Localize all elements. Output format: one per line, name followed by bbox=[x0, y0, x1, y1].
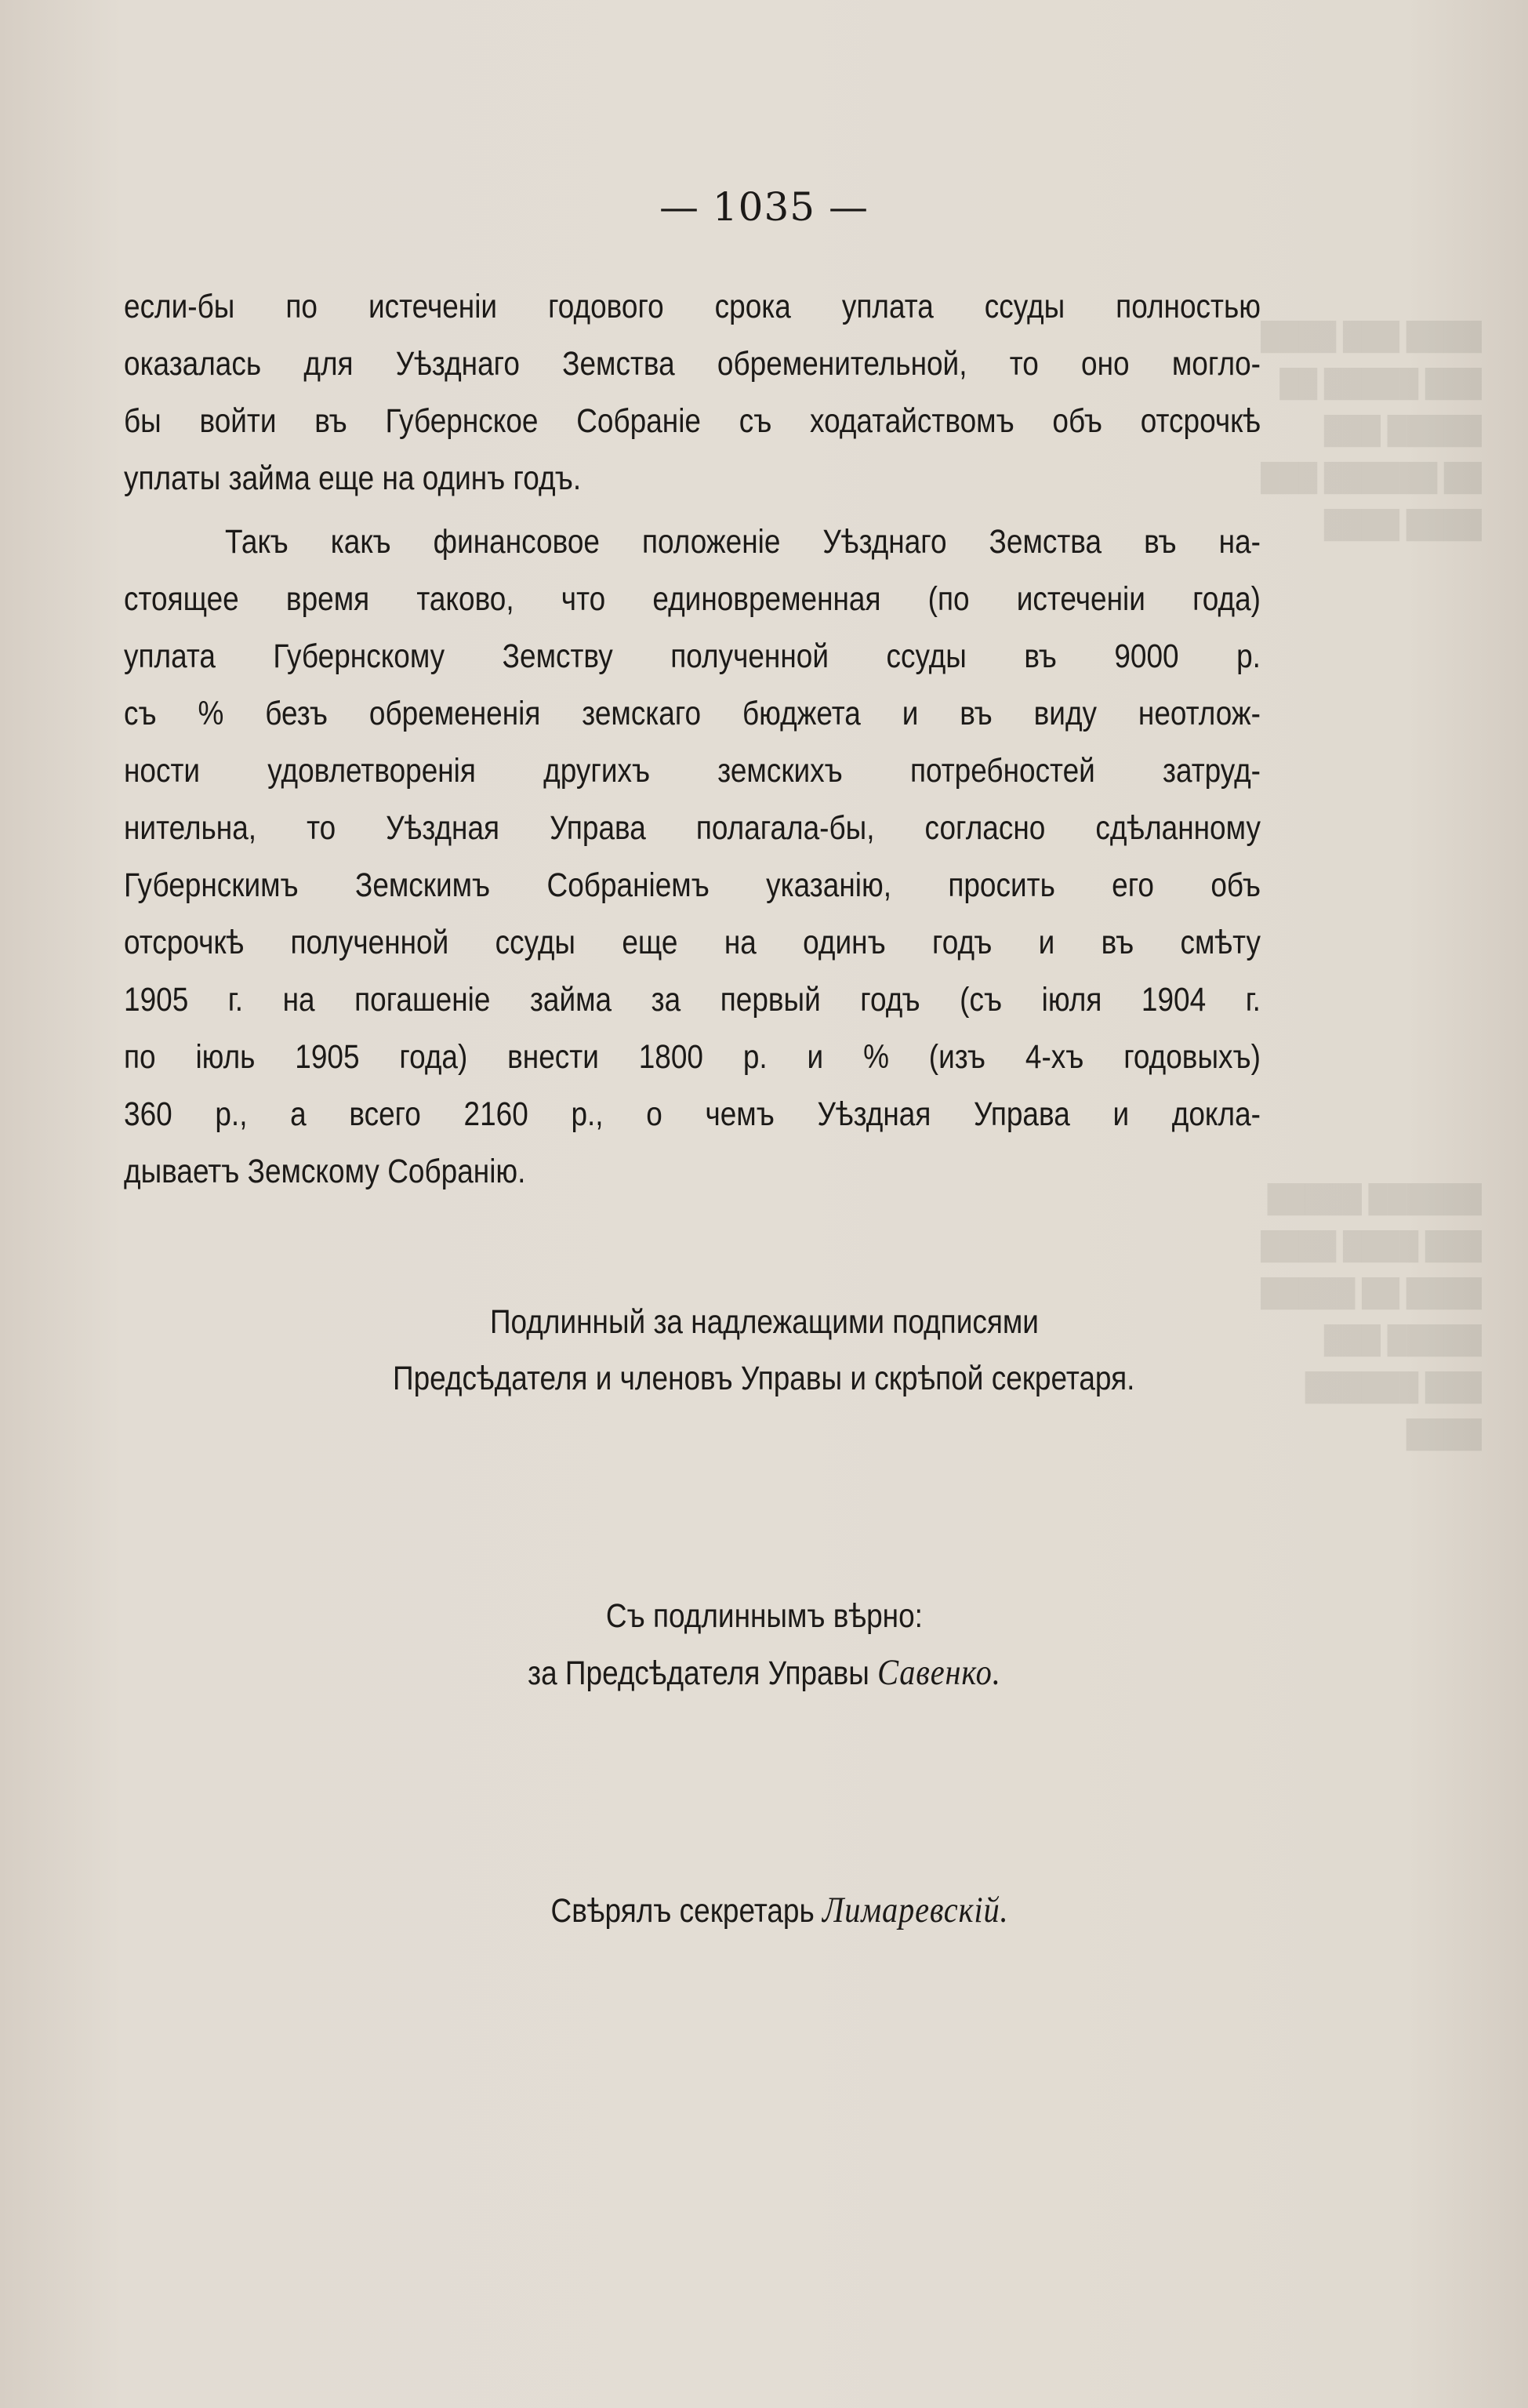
text-line: уплата Губернскому Земству полученной ссуды въ 9000 р. bbox=[124, 637, 1261, 675]
show-through-heading: ██████ █████ ███ ████ ████ ████ ██ █████ █████ ███ ███ ██████ ████ bbox=[1261, 1185, 1482, 1449]
secretary-signature-name: Лимаревскій. bbox=[822, 1890, 1009, 1930]
verification-line bbox=[551, 1882, 1009, 1939]
page-number: — 1035 — bbox=[659, 184, 869, 230]
chairman-signature-name: Савенко. bbox=[877, 1652, 1001, 1693]
text-line: нительна, то Уѣздная Управа полагала-бы, согласно сдѣланному bbox=[124, 809, 1261, 847]
report-paragraph-1 bbox=[124, 278, 1261, 507]
show-through-text: ████ ███ ████ ███ █████ ██ █████ ███ ██ ██████ ███ ████ ████ bbox=[1261, 322, 1482, 539]
text-line: 1905 г. на погашеніе займа за первый годъ (съ іюля 1904 г. bbox=[124, 981, 1261, 1019]
text-line: съ % безъ обремененія земскаго бюджета и въ виду неотлож- bbox=[124, 695, 1261, 732]
text-line: бы войти въ Губернское Собраніе съ ходатайствомъ объ отсрочкѣ bbox=[124, 402, 1261, 440]
verification-prefix: Свѣрялъ секретарь bbox=[550, 1892, 815, 1930]
certification-line-1: Съ подлиннымъ вѣрно: bbox=[605, 1597, 923, 1635]
text-line: Такъ какъ финансовое положеніе Уѣзднаго Земства въ на- bbox=[225, 523, 1261, 561]
text-line: если-бы по истеченіи годового срока уплата ссуды полностью bbox=[124, 288, 1261, 325]
attestation-line-1: Подлинный за надлежащими подписями bbox=[489, 1303, 1039, 1341]
text-line: по іюль 1905 года) внести 1800 р. и % (изъ 4-хъ годовыхъ) bbox=[124, 1038, 1261, 1076]
certification-block bbox=[0, 1588, 1528, 1702]
report-paragraph-2 bbox=[124, 514, 1261, 1200]
attestation-block bbox=[0, 1294, 1528, 1407]
text-line: 360 р., а всего 2160 р., о чемъ Уѣздная Управа и доклa- bbox=[124, 1095, 1261, 1133]
verification-block bbox=[0, 1882, 1528, 1939]
attestation-line-2: Предсѣдателя и членовъ Управы и скрѣпой секретаря. bbox=[393, 1360, 1135, 1397]
text-line: ности удовлетворенія другихъ земскихъ потребностей затруд- bbox=[124, 752, 1261, 790]
text-line: уплаты займа еще на одинъ годъ. bbox=[124, 459, 582, 497]
certification-prefix: за Предсѣдателя Управы bbox=[527, 1654, 869, 1692]
text-line: отсрочкѣ полученной ссуды еще на одинъ годъ и въ смѣту bbox=[124, 924, 1261, 961]
text-line: стоящее время таково, что единовременная (по истеченіи года) bbox=[124, 580, 1261, 618]
text-line: оказалась для Уѣзднаго Земства обременительной, то оно моглo- bbox=[124, 345, 1261, 383]
text-line: Губернскимъ Земскимъ Собраніемъ указанію, просить его объ bbox=[124, 866, 1261, 904]
certification-line-2 bbox=[528, 1644, 1001, 1702]
text-line: дываетъ Земскому Собранію. bbox=[124, 1153, 526, 1190]
